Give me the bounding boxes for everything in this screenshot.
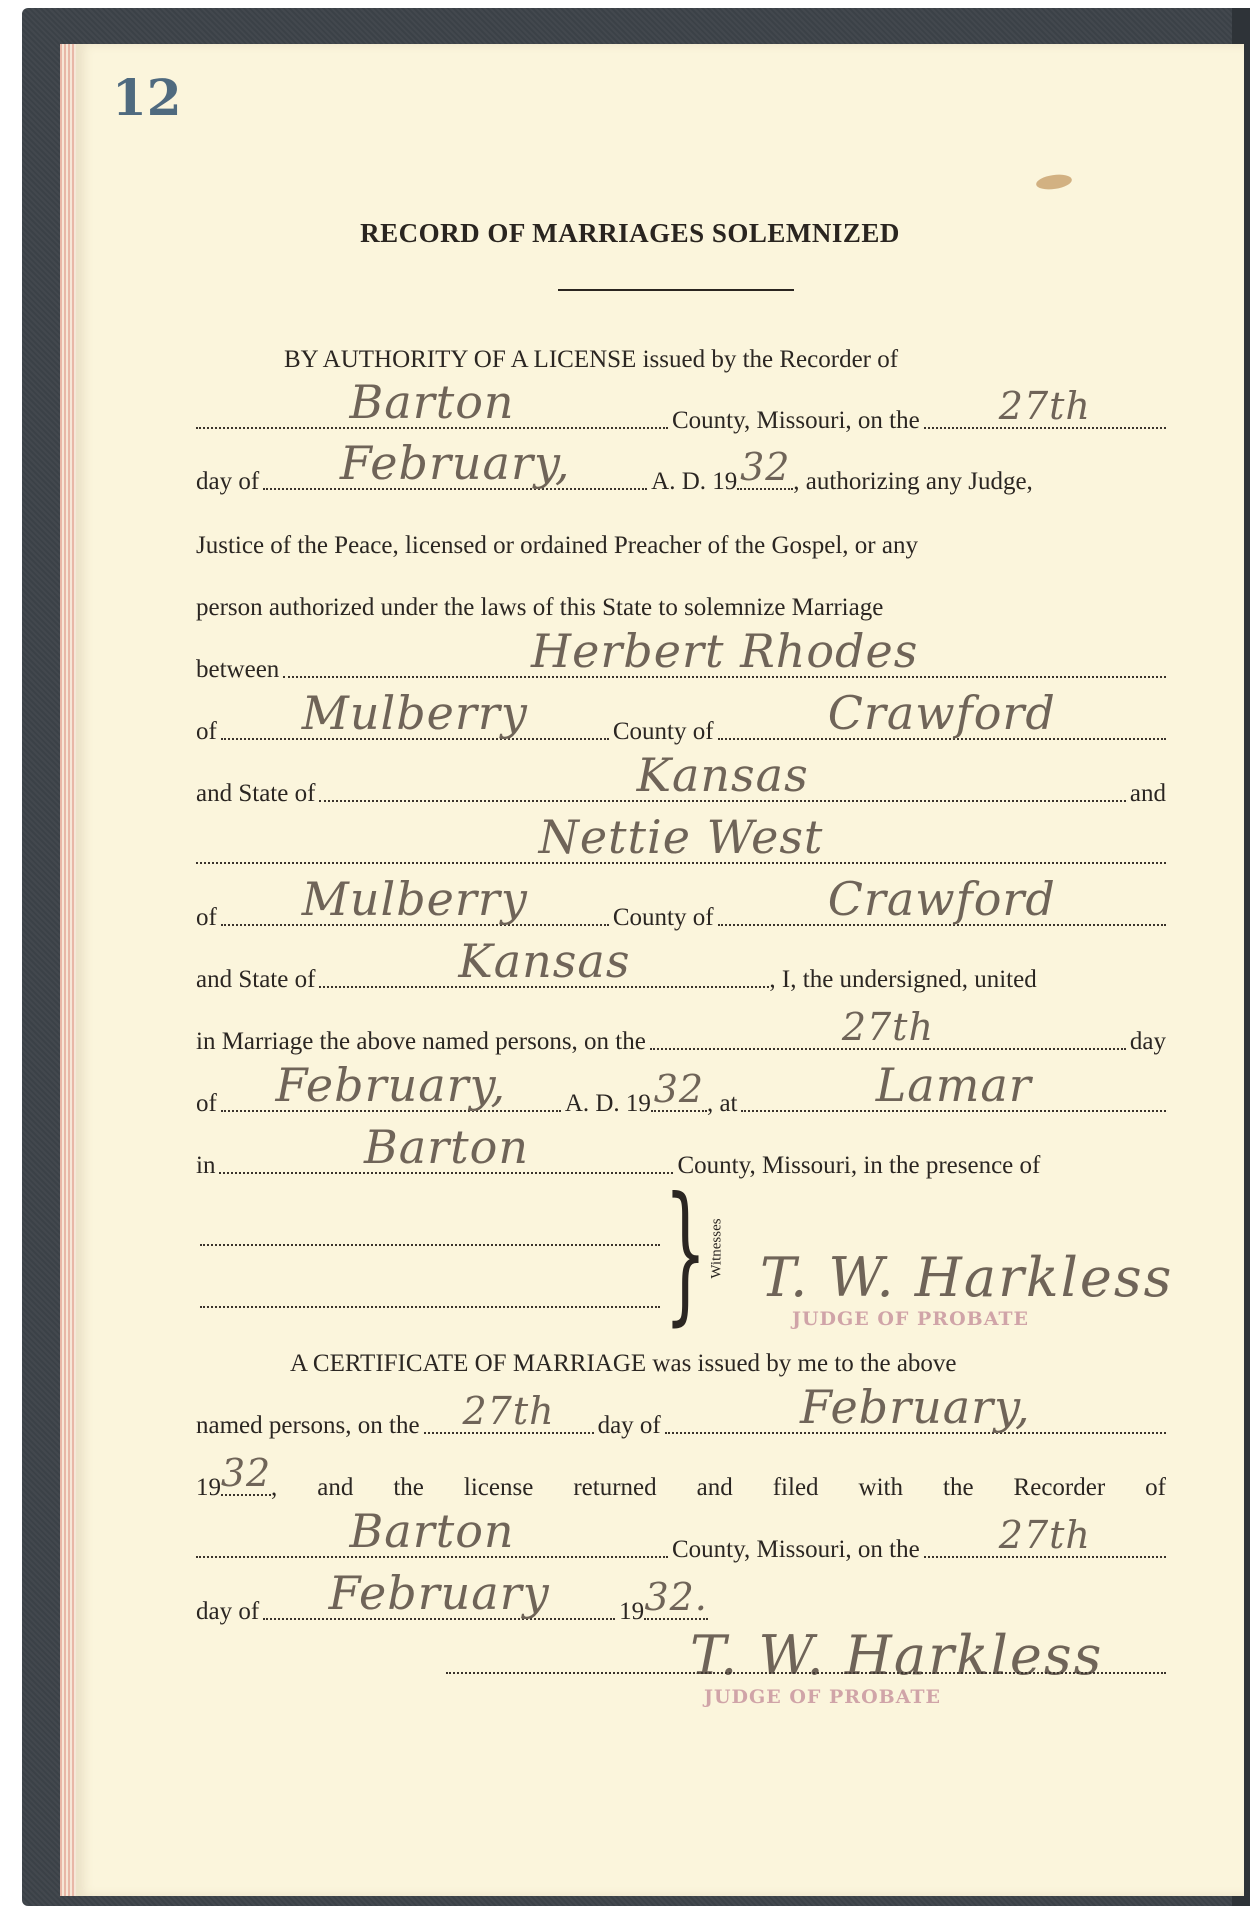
ceremony-intro-text: in Marriage the above named persons, on the bbox=[196, 1028, 646, 1055]
bride-line-2 bbox=[196, 872, 1166, 932]
bride-line-3 bbox=[196, 934, 1166, 994]
witness-line-2 bbox=[200, 1306, 660, 1308]
bride-state-value: Kansas bbox=[458, 934, 631, 988]
between-label: between bbox=[196, 656, 280, 683]
certificate-day-value: 27th bbox=[462, 1389, 555, 1433]
ceremony-year-field bbox=[651, 1067, 707, 1112]
certificate-day-field bbox=[424, 1389, 594, 1434]
bride-of-label: of bbox=[196, 904, 217, 931]
groom-line-1 bbox=[196, 686, 1166, 746]
ceremony-place-field bbox=[741, 1058, 1166, 1112]
groom-county-field bbox=[718, 686, 1166, 740]
ceremony-day-label: day bbox=[1129, 1028, 1166, 1055]
license-ad-label: A. D. 19 bbox=[651, 468, 738, 495]
certificate-county-field bbox=[196, 1504, 668, 1558]
certificate-year-value: 32 bbox=[220, 1451, 272, 1495]
bride-name-value: Nettie West bbox=[538, 810, 824, 864]
groom-county-value: Crawford bbox=[827, 686, 1056, 740]
certificate-month-value: February, bbox=[800, 1380, 1031, 1434]
groom-name-value: Herbert Rhodes bbox=[530, 624, 919, 678]
groom-town-field bbox=[221, 686, 609, 740]
ceremony-county-field bbox=[219, 1120, 673, 1174]
groom-of-label: of bbox=[196, 718, 217, 745]
ceremony-day-value: 27th bbox=[841, 1005, 934, 1049]
license-county-value: Barton bbox=[349, 375, 515, 429]
certificate-filed-year-value: 32. bbox=[644, 1575, 708, 1619]
signature-rule bbox=[446, 1672, 1166, 1674]
ceremony-county-value: Barton bbox=[363, 1120, 529, 1174]
license-day-field bbox=[924, 384, 1166, 429]
ceremony-ad-label: A. D. 19 bbox=[564, 1090, 651, 1117]
license-authorizing-text: , authorizing any Judge, bbox=[793, 468, 1033, 495]
ceremony-month-value: February, bbox=[275, 1058, 507, 1112]
page-number: 12 bbox=[112, 68, 182, 127]
bride-town-field bbox=[221, 872, 609, 926]
ceremony-at-label: , at bbox=[706, 1090, 738, 1117]
officiant-stamp: JUDGE OF PROBATE bbox=[792, 1308, 1030, 1330]
witness-line-1 bbox=[200, 1244, 660, 1246]
certificate-line-4 bbox=[196, 1504, 1166, 1564]
certificate-filed-month-field bbox=[263, 1566, 615, 1620]
license-county-field bbox=[196, 375, 668, 429]
certificate-line-3 bbox=[196, 1451, 1166, 1502]
bride-town-value: Mulberry bbox=[301, 872, 528, 926]
license-dayof-label: day of bbox=[196, 468, 260, 495]
license-day-value: 27th bbox=[998, 384, 1091, 428]
groom-name-field bbox=[283, 624, 1166, 678]
certificate-named-text: named persons, on the bbox=[196, 1412, 420, 1439]
ceremony-month-field bbox=[221, 1058, 561, 1112]
certificate-filed-dayof-label: day of bbox=[196, 1598, 260, 1625]
ceremony-line-1 bbox=[196, 1005, 1166, 1056]
license-month-field bbox=[263, 436, 647, 490]
certificate-intro-text: A CERTIFICATE OF MARRIAGE was issued by me to the above bbox=[290, 1350, 957, 1377]
officiant-signature: T. W. Harkless bbox=[760, 1246, 1174, 1309]
groom-town-value: Mulberry bbox=[301, 686, 528, 740]
certificate-filed-month-value: February bbox=[328, 1566, 550, 1620]
license-line-1 bbox=[196, 334, 1166, 374]
certificate-dayof-label: day of bbox=[597, 1412, 661, 1439]
ceremony-day-field bbox=[650, 1005, 1126, 1050]
recorder-stamp: JUDGE OF PROBATE bbox=[704, 1686, 942, 1708]
page-title: RECORD OF MARRIAGES SOLEMNIZED bbox=[360, 218, 900, 248]
groom-state-field bbox=[319, 748, 1125, 802]
certificate-county-value: Barton bbox=[349, 1504, 515, 1558]
certificate-month-field bbox=[665, 1380, 1166, 1434]
groom-county-label: County of bbox=[612, 718, 714, 745]
ceremony-of-label: of bbox=[196, 1090, 217, 1117]
certificate-line-1 bbox=[196, 1338, 1166, 1378]
ceremony-place-value: Lamar bbox=[875, 1058, 1032, 1112]
certificate-returned-text: , and the license returned and filed with the Recorder of bbox=[271, 1474, 1166, 1501]
bride-state-field bbox=[319, 934, 769, 988]
license-line-4 bbox=[196, 520, 1166, 560]
bride-county-value: Crawford bbox=[827, 872, 1056, 926]
groom-state-value: Kansas bbox=[636, 748, 809, 802]
ceremony-line-2 bbox=[196, 1058, 1166, 1118]
certificate-line-5 bbox=[196, 1566, 916, 1626]
title-rule bbox=[558, 289, 794, 291]
groom-state-label: and State of bbox=[196, 780, 316, 807]
certificate-county-label: County, Missouri, on the bbox=[672, 1536, 920, 1563]
witness-brace: } bbox=[664, 1166, 707, 1340]
license-county-label: County, Missouri, on the bbox=[672, 407, 920, 434]
ceremony-year-value: 32 bbox=[653, 1067, 705, 1111]
undersigned-text: , I, the undersigned, united bbox=[769, 966, 1037, 993]
bride-line-1 bbox=[196, 810, 1166, 870]
license-justice-text: Justice of the Peace, licensed or ordained Preacher of the Gospel, or any bbox=[196, 532, 918, 559]
recorder-signature: T. W. Harkless bbox=[690, 1624, 1104, 1687]
witnesses-label: Witnesses bbox=[708, 1218, 725, 1279]
bride-name-field bbox=[196, 810, 1166, 864]
license-line-5 bbox=[196, 582, 1166, 622]
license-line-2 bbox=[196, 375, 1166, 435]
license-authorized-text: person authorized under the laws of this State to solemnize Marriage bbox=[196, 594, 884, 621]
and-label: and bbox=[1129, 780, 1166, 807]
groom-line-2 bbox=[196, 748, 1166, 808]
license-month-value: February, bbox=[339, 436, 571, 490]
certificate-century-label: 19 bbox=[196, 1474, 221, 1501]
license-line-3 bbox=[196, 436, 1166, 496]
certificate-filed-year-field bbox=[644, 1575, 708, 1620]
certificate-filed-day-field bbox=[924, 1513, 1166, 1558]
ceremony-in-label: in bbox=[196, 1152, 216, 1179]
certificate-filed-century-label: 19 bbox=[619, 1598, 645, 1625]
license-intro-text: BY AUTHORITY OF A LICENSE issued by the Recorder of bbox=[284, 346, 899, 373]
ceremony-presence-text: County, Missouri, in the presence of bbox=[677, 1152, 1041, 1179]
certificate-filed-day-value: 27th bbox=[998, 1513, 1091, 1557]
bride-county-label: County of bbox=[612, 904, 714, 931]
certificate-year-field bbox=[220, 1451, 272, 1496]
license-line-6 bbox=[196, 624, 1166, 684]
license-year-value: 32 bbox=[740, 445, 791, 489]
bride-county-field bbox=[718, 872, 1166, 926]
bride-state-label: and State of bbox=[196, 966, 316, 993]
certificate-line-2 bbox=[196, 1380, 1166, 1440]
license-year-field bbox=[737, 445, 793, 490]
